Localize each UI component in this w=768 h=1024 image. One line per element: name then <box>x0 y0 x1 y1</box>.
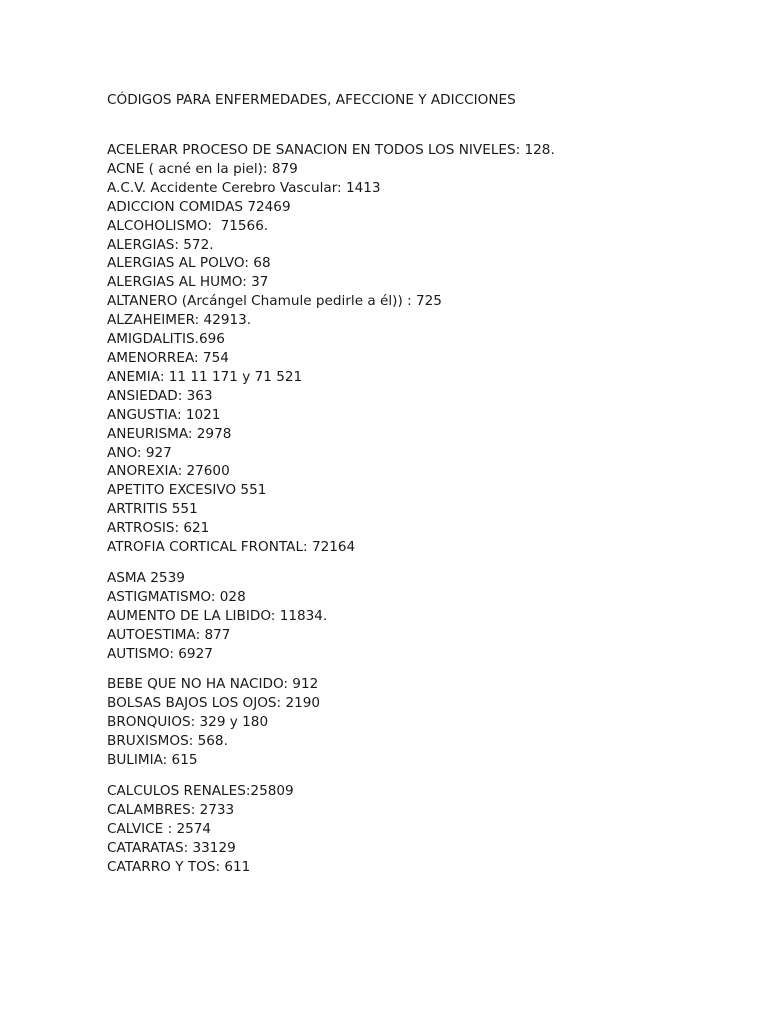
code-entry: ACNE ( acné en la piel): 879 <box>107 160 298 177</box>
code-entry: ANGUSTIA: 1021 <box>107 406 221 423</box>
code-entry: ANSIEDAD: 363 <box>107 387 213 404</box>
code-entry: ANEURISMA: 2978 <box>107 425 232 442</box>
code-entry: ALZAHEIMER: 42913. <box>107 312 252 329</box>
code-entry: CATARRO Y TOS: 611 <box>107 858 251 875</box>
code-entry: ARTROSIS: 621 <box>107 520 210 537</box>
document-page <box>107 90 747 889</box>
code-entry: AMIGDALITIS.696 <box>107 331 225 348</box>
code-entry: AUTOESTIMA: 877 <box>107 626 231 643</box>
code-entry: BOLSAS BAJOS LOS OJOS: 2190 <box>107 695 321 712</box>
code-entry: CALCULOS RENALES:25809 <box>107 783 294 799</box>
code-entry: ALERGIAS AL HUMO: 37 <box>107 274 269 291</box>
code-group <box>107 141 747 557</box>
code-entry: BRONQUIOS: 329 y 180 <box>107 714 269 731</box>
code-entry: CALAMBRES: 2733 <box>107 801 235 818</box>
code-entry: ANO: 927 <box>107 444 172 461</box>
code-entry: BRUXISMOS: 568. <box>107 733 228 750</box>
code-list <box>107 141 747 877</box>
code-entry: ALTANERO (Arcángel Chamule pedirle a él)) : 725 <box>107 293 442 310</box>
code-entry: ATROFIA CORTICAL FRONTAL: 72164 <box>107 539 356 556</box>
code-entry: CALVICE : 2574 <box>107 820 212 837</box>
code-entry: BULIMIA: 615 <box>107 752 198 769</box>
code-group <box>107 782 747 877</box>
code-group <box>107 675 747 770</box>
document-title: CÓDIGOS PARA ENFERMEDADES, AFECCIONE Y ADICCIONES <box>107 92 516 108</box>
code-entry: AMENORREA: 754 <box>107 349 229 366</box>
code-entry: A.C.V. Accidente Cerebro Vascular: 1413 <box>107 179 381 196</box>
code-entry: ALERGIAS AL POLVO: 68 <box>107 255 271 272</box>
code-entry: CATARATAS: 33129 <box>107 839 236 856</box>
code-entry: ARTRITIS 551 <box>107 501 198 518</box>
code-entry: AUMENTO DE LA LIBIDO: 11834. <box>107 607 328 624</box>
code-entry: ASTIGMATISMO: 028 <box>107 588 246 605</box>
code-entry: AUTISMO: 6927 <box>107 645 213 662</box>
code-entry: ANEMIA: 11 11 171 y 71 521 <box>107 368 303 385</box>
code-entry: ALCOHOLISMO: 71566. <box>107 217 269 234</box>
code-entry: BEBE QUE NO HA NACIDO: 912 <box>107 676 319 693</box>
code-entry: ADICCION COMIDAS 72469 <box>107 198 291 215</box>
code-entry: ASMA 2539 <box>107 569 185 586</box>
code-entry: APETITO EXCESIVO 551 <box>107 482 267 499</box>
code-entry: ANOREXIA: 27600 <box>107 463 230 480</box>
code-entry: ALERGIAS: 572. <box>107 236 214 253</box>
code-entry: ACELERAR PROCESO DE SANACION EN TODOS LOS NIVELES: 128. <box>107 142 555 158</box>
code-group <box>107 569 747 664</box>
